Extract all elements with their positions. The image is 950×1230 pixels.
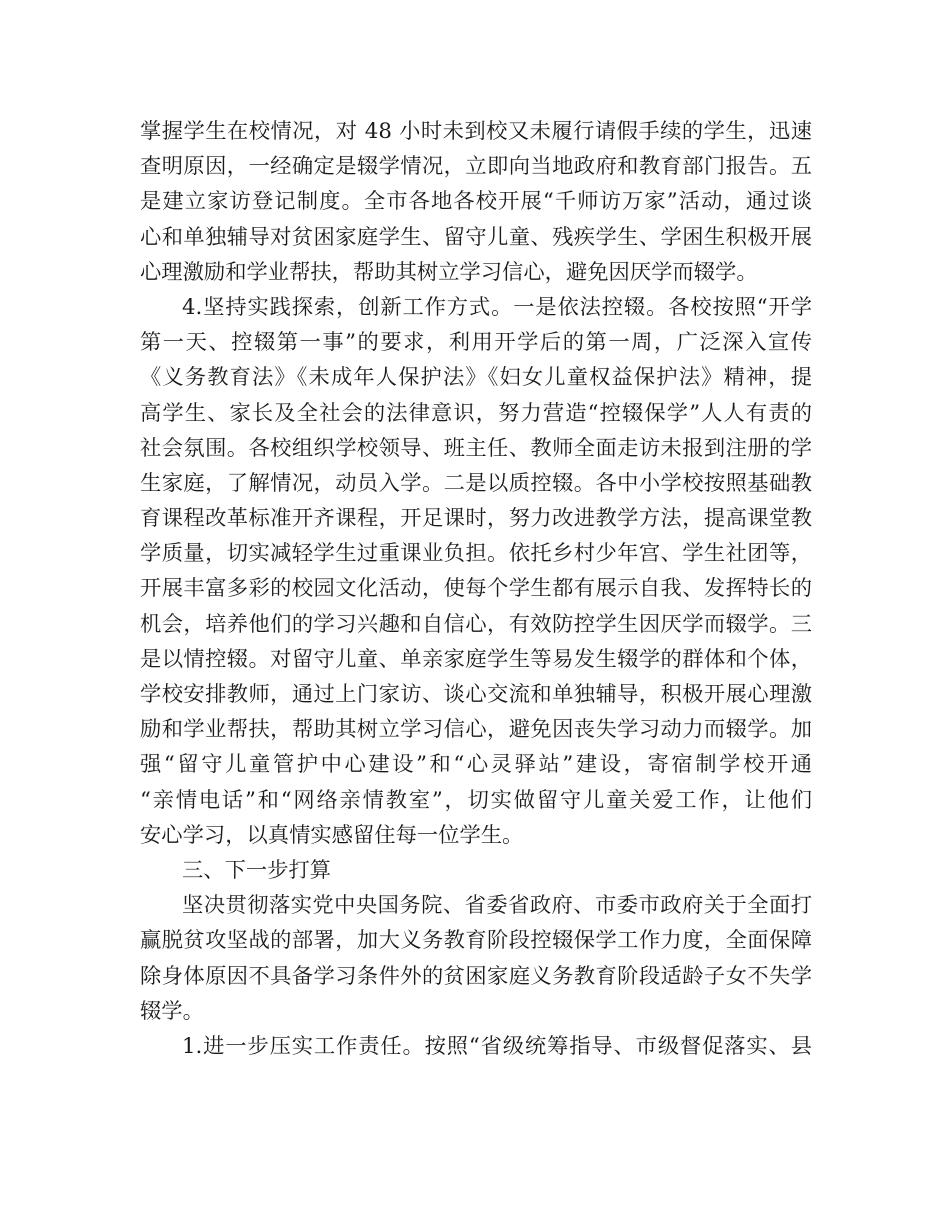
- document-page: [140, 114, 812, 1064]
- text-line: 安心学习，以真情实感留住每一位学生。: [140, 822, 524, 848]
- text-line: 机会，培养他们的学习兴趣和自信心，有效防控学生因厌学而辍学。三: [140, 611, 812, 637]
- text-line: 辍学。: [140, 998, 204, 1024]
- text-line: 除身体原因不具备学习条件外的贫困家庭义务教育阶段适龄子女不失学: [140, 963, 812, 989]
- text-line: 心理激励和学业帮扶，帮助其树立学习信心，避免因厌学而辍学。: [140, 259, 758, 285]
- paragraph-start-line: 4.坚持实践探索，创新工作方式。一是依法控辍。各校按照“开学: [182, 294, 812, 320]
- text-line: 生家庭，了解情况，动员入学。二是以质控辍。各中小学校按照基础教: [140, 470, 812, 496]
- text-line: 强“留守儿童管护中心建设”和“心灵驿站”建设，寄宿制学校开通: [140, 752, 812, 778]
- text-line: 学校安排教师，通过上门家访、谈心交流和单独辅导，积极开展心理激: [140, 682, 812, 707]
- paragraph-start-line: 坚决贯彻落实党中央国务院、省委省政府、市委市政府关于全面打: [182, 893, 812, 919]
- text-line: 心和单独辅导对贫困家庭学生、留守儿童、残疾学生、学困生积极开展: [140, 224, 812, 250]
- text-line: 《义务教育法》《未成年人保护法》《妇女儿童权益保护法》精神，提: [140, 365, 812, 391]
- text-line: 开展丰富多彩的校园文化活动，使每个学生都有展示自我、发挥特长的: [140, 576, 812, 602]
- text-line: 育课程改革标准开齐课程，开足课时，努力改进教学方法，提高课堂教: [140, 506, 812, 532]
- text-line: 掌握学生在校情况，对 48 小时未到校又未履行请假手续的学生，迅速: [140, 119, 812, 144]
- text-line: 高学生、家长及全社会的法律意识，努力营造“控辍保学”人人有责的: [140, 400, 812, 426]
- text-line: 社会氛围。各校组织学校领导、班主任、教师全面走访未报到注册的学: [140, 435, 812, 461]
- section-heading: 三、下一步打算: [182, 857, 332, 883]
- text-line: 学质量，切实减轻学生过重课业负担。依托乡村少年宫、学生社团等，: [140, 541, 812, 567]
- text-line: 第一天、控辍第一事”的要求，利用开学后的第一周，广泛深入宣传: [140, 330, 812, 356]
- text-line: 是以情控辍。对留守儿童、单亲家庭学生等易发生辍学的群体和个体，: [140, 646, 812, 672]
- text-line: 赢脱贫攻坚战的部署，加大义务教育阶段控辍保学工作力度，全面保障: [140, 928, 812, 954]
- text-line: 是建立家访登记制度。全市各地各校开展“千师访万家”活动，通过谈: [140, 189, 812, 215]
- text-line: “亲情电话”和“网络亲情教室”，切实做留守儿童关爱工作，让他们: [140, 787, 812, 813]
- text-line: 查明原因，一经确定是辍学情况，立即向当地政府和教育部门报告。五: [140, 154, 812, 180]
- paragraph-start-line: 1.进一步压实工作责任。按照“省级统筹指导、市级督促落实、县: [182, 1033, 812, 1059]
- text-line: 励和学业帮扶，帮助其树立学习信心，避免因丧失学习动力而辍学。加: [140, 717, 812, 743]
